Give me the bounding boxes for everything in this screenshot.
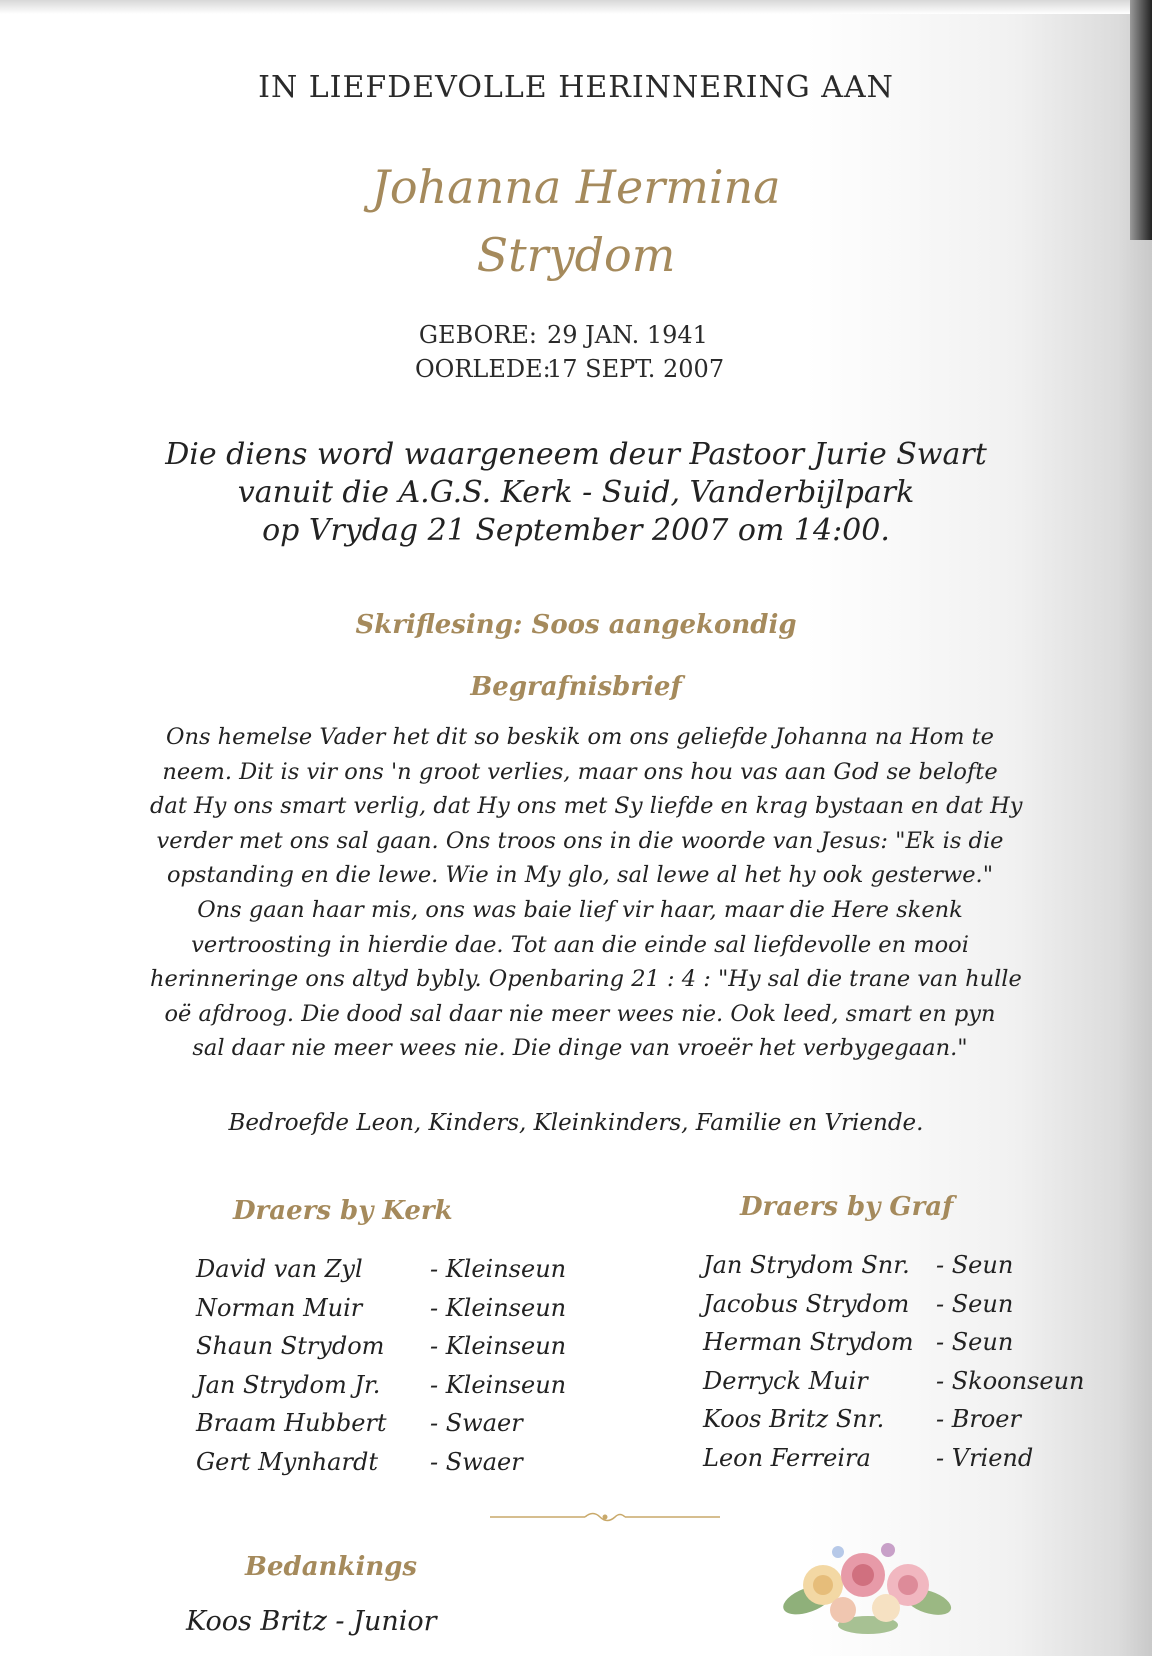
bearer-role: - Broer bbox=[936, 1405, 1021, 1433]
signoff: Bedroefde Leon, Kinders, Kleinkinders, Familie en Vriende. bbox=[228, 1110, 924, 1136]
bearer-row bbox=[196, 1404, 596, 1443]
thanks-name: Koos Britz - Junior bbox=[186, 1606, 437, 1637]
letter-line: herinneringe ons altyd bybly. Openbaring 21 : 4 : "Hy sal die trane van hulle bbox=[150, 966, 1022, 993]
bearer-row bbox=[703, 1323, 1103, 1362]
letter-line: vertroosting in hierdie dae. Tot aan die einde sal liefdevolle en mooi bbox=[191, 931, 969, 958]
bearer-name: Koos Britz Snr. bbox=[703, 1405, 885, 1433]
letter-line: opstanding en die lewe. Wie in My glo, sal lewe al het hy ook gesterwe." bbox=[166, 862, 994, 889]
born-value: 29 JAN. 1941 bbox=[547, 321, 708, 349]
bearer-role: - Skoonseun bbox=[936, 1366, 1085, 1395]
funeral-letter bbox=[150, 720, 1023, 1066]
bearer-row bbox=[703, 1439, 1103, 1478]
letter-line: dat Hy ons smart verlig, dat Hy ons met Sy liefde en krag bystaan en dat Hy bbox=[150, 793, 1023, 820]
bearer-role: - Vriend bbox=[936, 1443, 1034, 1472]
bearer-role: - Kleinseun bbox=[430, 1332, 567, 1360]
bearer-name: Leon Ferreira bbox=[703, 1443, 871, 1472]
service-line: vanuit die A.G.S. Kerk - Suid, Vanderbijlpark bbox=[237, 475, 915, 510]
bearer-name: Jan Strydom Snr. bbox=[703, 1251, 910, 1279]
bearer-role: - Kleinseun bbox=[430, 1370, 567, 1399]
bearer-name: Shaun Strydom bbox=[196, 1332, 385, 1360]
bearer-role: - Swaer bbox=[430, 1447, 523, 1476]
bearer-name: Braam Hubbert bbox=[196, 1409, 387, 1437]
deceased-surname: Strydom bbox=[476, 228, 676, 282]
bearer-name: Jan Strydom Jr. bbox=[196, 1370, 381, 1399]
flower-bouquet-icon bbox=[768, 1530, 968, 1640]
death-date-row bbox=[0, 352, 1152, 386]
funeral-letter-title: Begrafnisbrief bbox=[470, 672, 682, 702]
bearer-row bbox=[196, 1250, 596, 1289]
letter-line: Ons gaan haar mis, ons was baie lief vir haar, maar die Here skenk bbox=[197, 896, 963, 923]
bearer-row bbox=[196, 1327, 596, 1366]
bearer-row bbox=[703, 1285, 1103, 1324]
service-details bbox=[0, 436, 1152, 550]
bearer-row bbox=[703, 1362, 1103, 1401]
bearer-role: - Kleinseun bbox=[430, 1293, 567, 1322]
service-line: op Vrydag 21 September 2007 om 14:00. bbox=[262, 513, 890, 548]
dates-block bbox=[0, 318, 1152, 386]
memorial-heading: IN LIEFDEVOLLE HERINNERING AAN bbox=[258, 70, 894, 105]
bearer-role: - Kleinseun bbox=[430, 1255, 567, 1283]
thanks-title: Bedankings bbox=[245, 1552, 418, 1582]
bearer-name: David van Zyl bbox=[196, 1255, 363, 1283]
bearer-row bbox=[196, 1289, 596, 1328]
born-label: GEBORE: bbox=[418, 321, 537, 349]
bearer-name: Gert Mynhardt bbox=[196, 1447, 378, 1476]
deceased-first-names: Johanna Hermina bbox=[371, 160, 781, 214]
bearer-name: Norman Muir bbox=[196, 1293, 363, 1322]
died-value: 17 SEPT. 2007 bbox=[547, 355, 725, 383]
bearer-row bbox=[703, 1400, 1103, 1439]
birth-date-row bbox=[0, 318, 1152, 352]
bearer-name: Derryck Muir bbox=[703, 1366, 868, 1395]
letter-line: verder met ons sal gaan. Ons troos ons in die woorde van Jesus: "Ek is die bbox=[156, 827, 1004, 854]
church-bearers-list bbox=[196, 1250, 596, 1481]
scan-top-edge bbox=[0, 0, 1152, 14]
bearer-row bbox=[196, 1443, 596, 1482]
bearer-row bbox=[196, 1366, 596, 1405]
letter-line: sal daar nie meer wees nie. Die dinge van vroeër het verbygegaan." bbox=[192, 1035, 968, 1062]
grave-bearers-list bbox=[703, 1246, 1103, 1477]
scripture-reading: Skriflesing: Soos aangekondig bbox=[355, 610, 797, 640]
bearer-role: - Swaer bbox=[430, 1409, 523, 1437]
letter-line: Ons hemelse Vader het dit so beskik om ons geliefde Johanna na Hom te bbox=[166, 724, 994, 750]
bearer-role: - Seun bbox=[936, 1328, 1014, 1356]
letter-line: neem. Dit is vir ons 'n groot verlies, maar ons hou vas aan God se belofte bbox=[162, 758, 998, 785]
service-line: Die diens word waargeneem deur Pastoor Jurie Swart bbox=[165, 437, 987, 472]
letter-line: oë afdroog. Die dood sal daar nie meer wees nie. Ook leed, smart en pyn bbox=[164, 1000, 996, 1027]
bearer-name: Herman Strydom bbox=[703, 1328, 914, 1356]
church-bearers-title: Draers by Kerk bbox=[233, 1196, 453, 1226]
bearer-role: - Seun bbox=[936, 1251, 1014, 1279]
ornament-divider-icon bbox=[490, 1510, 720, 1524]
bearer-name: Jacobus Strydom bbox=[703, 1289, 910, 1318]
grave-bearers-title: Draers by Graf bbox=[740, 1192, 954, 1222]
bearer-row bbox=[703, 1246, 1103, 1285]
died-label: OORLEDE: bbox=[415, 355, 551, 383]
bearer-role: - Seun bbox=[936, 1289, 1014, 1318]
